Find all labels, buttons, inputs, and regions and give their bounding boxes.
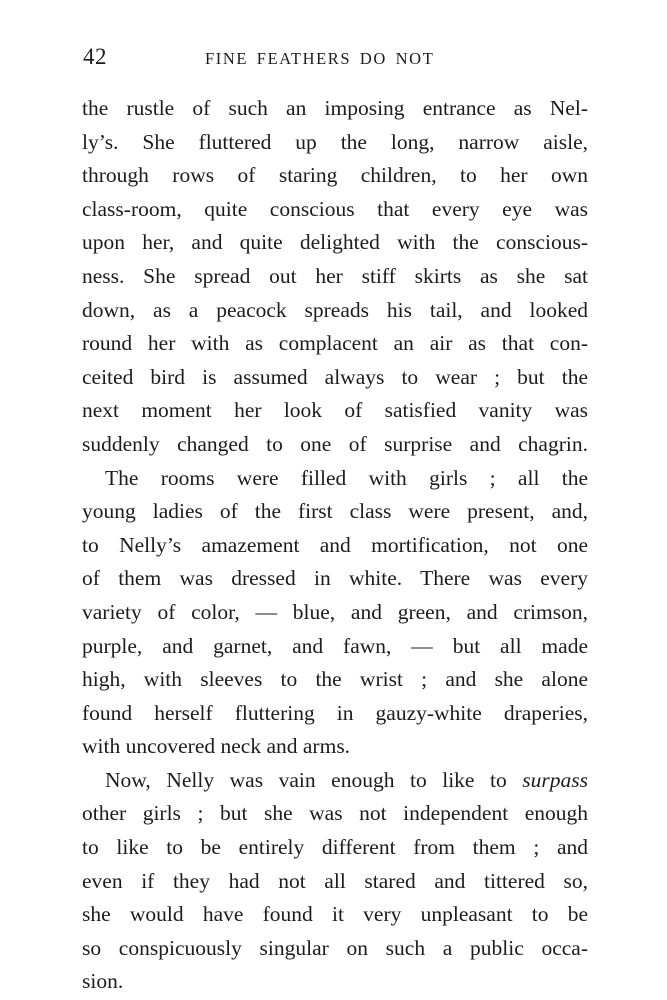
text-line: ly’s. She fluttered up the long, narrow aisle, [82, 129, 588, 154]
text-line: The rooms were filled with girls ; all the [105, 465, 588, 490]
text-line: of them was dressed in white. There was every [82, 566, 588, 591]
text-line: next moment her look of satisfied vanity was [82, 398, 588, 423]
text-line [82, 764, 588, 798]
text-line: round her with as complacent an air as that con- [82, 331, 588, 356]
text-line: young ladies of the first class were present, and, [82, 499, 588, 524]
text-line: class-room, quite conscious that every eye was [82, 196, 588, 221]
text-line: the rustle of such an imposing entrance as Nel- [82, 96, 588, 120]
text-line: down, as a peacock spreads his tail, and looked [82, 297, 588, 322]
running-head: FINE FEATHERS DO NOT [205, 49, 435, 68]
text-line: to like to be entirely different from them ; and [82, 835, 588, 860]
text-line: suddenly changed to one of surprise and chagrin. [82, 431, 588, 456]
body-text [82, 92, 588, 999]
text-line: to Nelly’s amazement and mortification, not one [82, 532, 588, 557]
paragraph-2 [82, 462, 588, 764]
paragraph-3 [82, 764, 588, 999]
page-number: 42 [83, 44, 107, 69]
text-line: found herself fluttering in gauzy-white draperies, [82, 700, 588, 725]
text-line: she would have found it very unpleasant to be [82, 902, 588, 927]
text-line: through rows of staring children, to her own [82, 163, 588, 188]
text-line: even if they had not all stared and tittered so, [82, 868, 588, 893]
text-line: variety of color, — blue, and green, and crimson, [82, 599, 588, 624]
text-line: upon her, and quite delighted with the conscious- [82, 230, 588, 255]
page-header [0, 44, 667, 74]
text-line: high, with sleeves to the wrist ; and she alone [82, 667, 588, 692]
emphasized-word: surpass [522, 767, 589, 792]
text-line: ceited bird is assumed always to wear ; but the [82, 364, 588, 389]
text-line: purple, and garnet, and fawn, — but all made [82, 633, 588, 658]
text-line: so conspicuously singular on such a public occa- [82, 935, 588, 960]
text-line: other girls ; but she was not independent enough [82, 801, 588, 826]
text-line: with uncovered neck and arms. [82, 734, 351, 759]
text-segment: Now, Nelly was vain enough to like to [105, 767, 507, 792]
text-line: ness. She spread out her stiff skirts as she sat [82, 263, 588, 288]
text-line: sion. [82, 969, 124, 994]
paragraph-1 [82, 92, 588, 462]
